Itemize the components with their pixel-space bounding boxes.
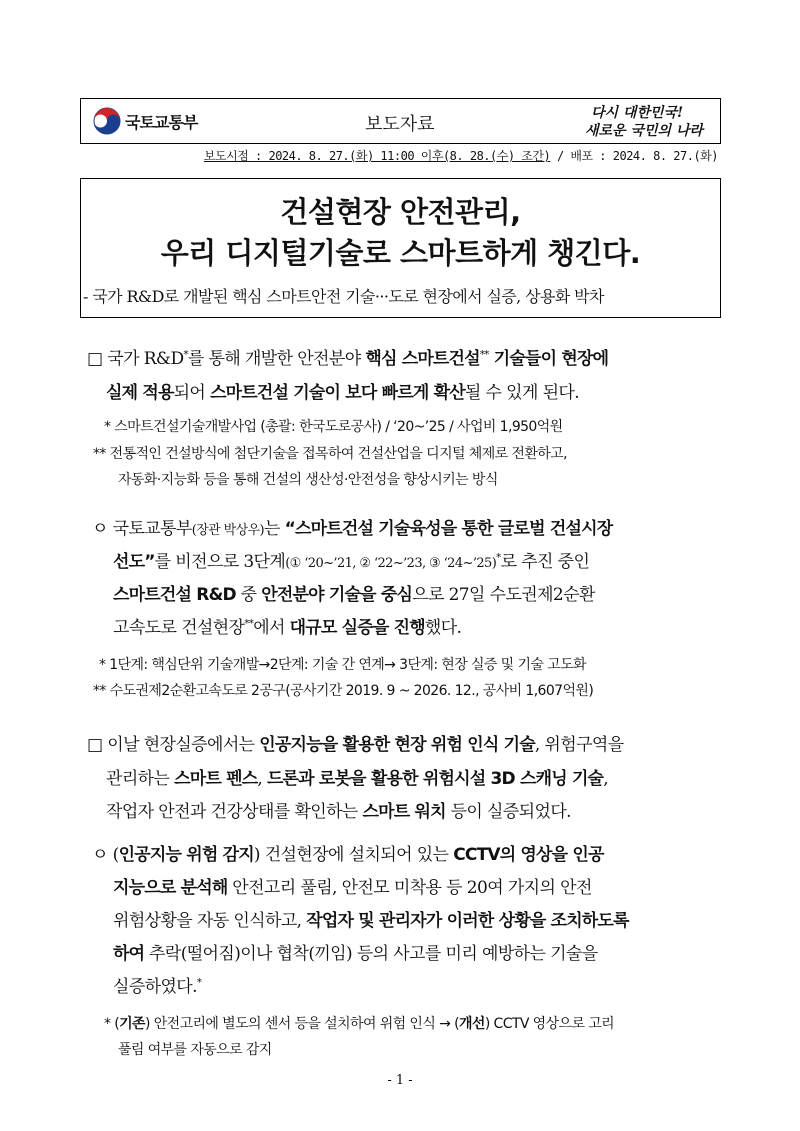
ministry-name: 국토교통부 [125, 113, 198, 132]
distribution-text: / 배포 : 2024. 8. 27.(화) [550, 149, 718, 163]
paragraph-2-line-2: 선도”를 비전으로 3단계(① ‘20~’21, ② ‘22~’23, ③ ‘24~’25)*로 추진 중인 [113, 552, 590, 572]
page-number: - 1 - [387, 1073, 413, 1088]
release-info [204, 147, 718, 164]
paragraph-1-line-1: □ 국가 R&D*를 통해 개발한 안전분야 핵심 스마트건설** 기술들이 현장에 [87, 349, 609, 369]
paragraph-3-line-3: 작업자 안전과 건강상태를 확인하는 스마트 워치 등이 실증되었다. [106, 802, 571, 822]
slogan-logo [585, 101, 715, 141]
paragraph-1-line-2: 실제 적용되어 스마트건설 기술이 보다 빠르게 확산될 수 있게 된다. [106, 383, 580, 403]
paragraph-3-line-1: □ 이날 현장실증에서는 인공지능을 활용한 현장 위험 인식 기술, 위험구역을 [87, 735, 624, 755]
ministry-logo-icon [93, 107, 121, 135]
footnote-1: * 스마트건설기술개발사업 (총괄: 한국도로공사) / ‘20~’25 / 사업비 1,950억원 [104, 419, 563, 435]
paragraph-4-line-3: 위험상황을 자동 인식하고, 작업자 및 관리자가 이러한 상황을 조치하도록 [113, 911, 629, 931]
svg-text:다시 대한민국!: 다시 대한민국! [591, 105, 684, 121]
headline-line-2: 우리 디지털기술로 스마트하게 챙긴다. [160, 236, 641, 270]
paragraph-4-line-4: 하여 추락(떨어짐)이나 협착(끼임) 등의 사고를 미리 예방하는 기술을 [113, 944, 598, 964]
headline-line-1: 건설현장 안전관리, [280, 195, 521, 229]
subtitle: - 국가 R&D로 개발된 핵심 스마트안전 기술···도로 현장에서 실증, 상용화 박차 [83, 287, 604, 306]
paragraph-2-line-3: 스마트건설 R&D 중 안전분야 기술을 중심으로 27일 수도권제2순환 [113, 585, 595, 605]
paragraph-3-line-2: 관리하는 스마트 펜스, 드론과 로봇을 활용한 위험시설 3D 스캐닝 기술, [106, 769, 608, 789]
paragraph-2-line-4: 고속도로 건설현장**에서 대규모 실증을 진행했다. [113, 618, 462, 638]
doc-type: 보도자료 [365, 114, 435, 135]
footnote-2-line-1: ** 전통적인 건설방식에 첨단기술을 접목하여 건설산업을 디지털 체제로 전환하고, [93, 446, 567, 462]
paragraph-2-line-1: ㅇ 국토교통부(장관 박상우)는 “스마트건설 기술육성을 통한 글로벌 건설시장 [92, 519, 613, 539]
paragraph-4-line-5: 실증하였다.* [113, 977, 202, 997]
footnote-5-line-2: 풀림 여부를 자동으로 감지 [118, 1042, 272, 1058]
svg-text:새로운 국민의 나라: 새로운 국민의 나라 [585, 123, 703, 139]
footnote-2-line-2: 자동화·지능화 등을 통해 건설의 생산성·안전성을 향상시키는 방식 [118, 472, 498, 488]
paragraph-4-line-2: 지능으로 분석해 안전고리 풀림, 안전모 미착용 등 20여 가지의 안전 [113, 878, 592, 898]
footnote-3: * 1단계: 핵심단위 기술개발→2단계: 기술 간 연계→ 3단계: 현장 실증 및 기술 고도화 [99, 657, 586, 673]
footnote-4: ** 수도권제2순환고속도로 2공구(공사기간 2019. 9 ~ 2026. 12., 공사비 1,607억원) [93, 683, 594, 699]
paragraph-4-line-1: ㅇ (인공지능 위험 감지) 건설현장에 설치되어 있는 CCTV의 영상을 인공 [92, 845, 604, 865]
footnote-5-line-1: * (기존) 안전고리에 별도의 센서 등을 설치하여 위험 인식 → (개선) CCTV 영상으로 고리 [104, 1016, 615, 1032]
embargo-text: 보도시점 : 2024. 8. 27.(화) 11:00 이후(8. 28.(수) 조간) [203, 149, 551, 163]
